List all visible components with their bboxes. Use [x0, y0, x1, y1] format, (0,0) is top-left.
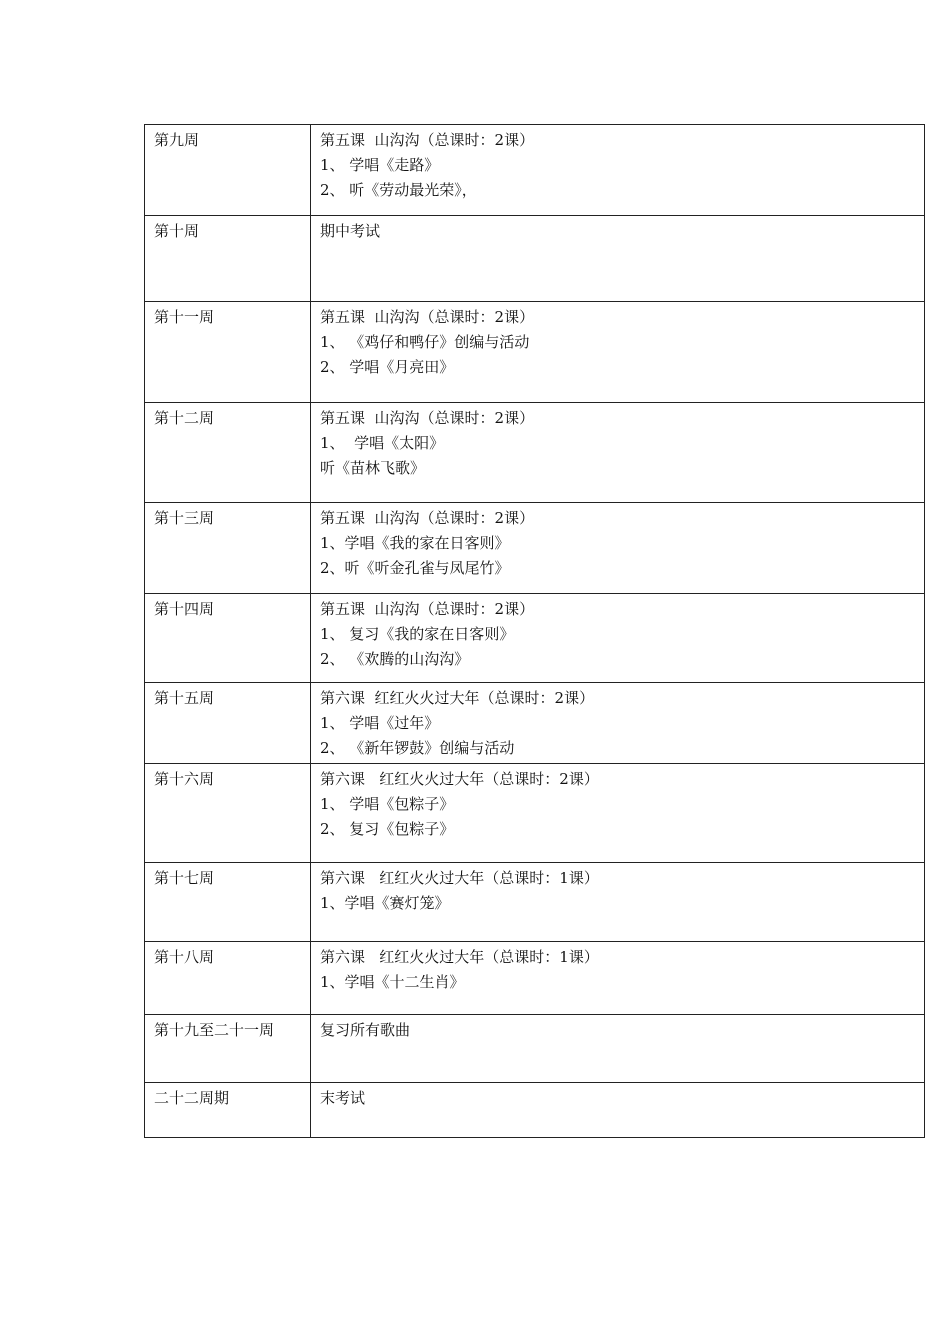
lesson-item: 1、学唱《赛灯笼》 [320, 894, 450, 912]
lesson-title: 第六课 红红火火过大年（总课时：1课） [320, 869, 599, 887]
week-cell [145, 863, 311, 942]
table-row [145, 942, 925, 1015]
lesson-item: 2、 《新年锣鼓》创编与活动 [320, 739, 515, 757]
week-cell [145, 764, 311, 863]
table-row [145, 1015, 925, 1083]
week-cell [145, 302, 311, 403]
lesson-item: 1、 学唱《走路》 [320, 156, 440, 174]
content-cell [311, 863, 925, 942]
table-row [145, 594, 925, 683]
week-label: 第十八周 [154, 948, 215, 966]
lesson-item: 1、学唱《十二生肖》 [320, 973, 465, 991]
week-label: 二十二周期 [154, 1089, 230, 1107]
lesson-title: 第六课 红红火火过大年（总课时：2课） [320, 770, 599, 788]
content-cell [311, 942, 925, 1015]
week-label: 第十二周 [154, 409, 215, 427]
week-label: 第九周 [154, 131, 200, 149]
week-cell [145, 1015, 311, 1083]
content-cell [311, 1083, 925, 1138]
week-cell [145, 503, 311, 594]
week-cell [145, 1083, 311, 1138]
week-label: 第十一周 [154, 308, 215, 326]
week-label: 第十九至二十一周 [154, 1021, 275, 1039]
table-row [145, 683, 925, 764]
teaching-schedule-table [144, 124, 925, 1138]
week-cell [145, 403, 311, 503]
content-cell [311, 764, 925, 863]
week-label: 第十三周 [154, 509, 215, 527]
lesson-item: 1、 学唱《过年》 [320, 714, 440, 732]
week-label: 第十周 [154, 222, 200, 240]
week-label: 第十五周 [154, 689, 215, 707]
content-cell [311, 1015, 925, 1083]
lesson-item: 2、 复习《包粽子》 [320, 820, 455, 838]
lesson-title: 第六课 红红火火过大年（总课时：2课） [320, 689, 595, 707]
content-cell [311, 594, 925, 683]
week-cell [145, 942, 311, 1015]
content-cell [311, 302, 925, 403]
content-cell [311, 125, 925, 216]
content-cell [311, 216, 925, 302]
lesson-title: 第五课 山沟沟（总课时：2课） [320, 308, 535, 326]
table-row [145, 302, 925, 403]
table-row [145, 216, 925, 302]
week-cell [145, 683, 311, 764]
lesson-title: 第五课 山沟沟（总课时：2课） [320, 131, 535, 149]
table-row [145, 125, 925, 216]
lesson-item: 2、 听《劳动最光荣》， [320, 181, 477, 199]
lesson-item: 1、学唱《我的家在日客则》 [320, 534, 510, 552]
lesson-item: 2、 《欢腾的山沟沟》 [320, 650, 470, 668]
lesson-title: 第五课 山沟沟（总课时：2课） [320, 409, 535, 427]
table-row [145, 503, 925, 594]
lesson-title: 第五课 山沟沟（总课时：2课） [320, 509, 535, 527]
content-cell [311, 683, 925, 764]
lesson-item: 听《苗林飞歌》 [320, 459, 426, 477]
content-cell [311, 503, 925, 594]
table-row [145, 1083, 925, 1138]
lesson-title: 复习所有歌曲 [320, 1021, 411, 1039]
week-cell [145, 125, 311, 216]
lesson-item: 1、 学唱《太阳》 [320, 434, 445, 452]
table-row [145, 403, 925, 503]
lesson-item: 1、 复习《我的家在日客则》 [320, 625, 515, 643]
lesson-item: 2、听《听金孔雀与凤尾竹》 [320, 559, 510, 577]
table-row [145, 863, 925, 942]
content-cell [311, 403, 925, 503]
week-label: 第十四周 [154, 600, 215, 618]
lesson-item: 1、 学唱《包粽子》 [320, 795, 455, 813]
lesson-item: 2、 学唱《月亮田》 [320, 358, 455, 376]
lesson-title: 期中考试 [320, 222, 381, 240]
lesson-item: 1、 《鸡仔和鸭仔》创编与活动 [320, 333, 530, 351]
table-row [145, 764, 925, 863]
week-cell [145, 216, 311, 302]
week-label: 第十七周 [154, 869, 215, 887]
week-cell [145, 594, 311, 683]
lesson-title: 第五课 山沟沟（总课时：2课） [320, 600, 535, 618]
lesson-title: 末考试 [320, 1089, 366, 1107]
week-label: 第十六周 [154, 770, 215, 788]
lesson-title: 第六课 红红火火过大年（总课时：1课） [320, 948, 599, 966]
